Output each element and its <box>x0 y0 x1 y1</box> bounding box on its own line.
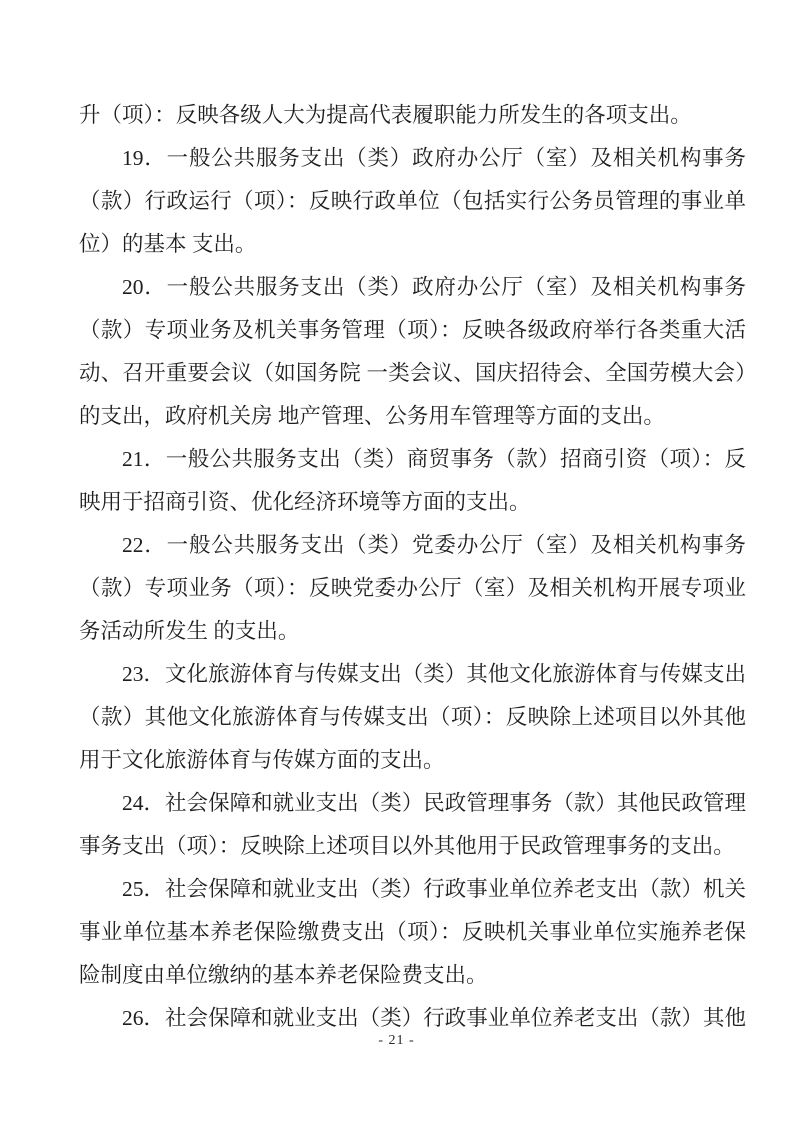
page-number: - 21 - <box>378 1033 415 1048</box>
paragraph-item-21: 21．一般公共服务支出（类）商贸事务（款）招商引资（项）：反映用于招商引资、优化经济环境等方面的支出。 <box>79 447 746 514</box>
paragraph-item-19: 19．一般公共服务支出（类）政府办公厅（室）及相关机构事务（款）行政运行（项）：反映行政单位（包括实行公务员管理的事业单位）的基本 支出。 <box>79 146 746 256</box>
paragraph-item-22: 22．一般公共服务支出（类）党委办公厅（室）及相关机构事务（款）专项业务（项）：反映党委办公厅（室）及相关机构开展专项业务活动所发生 的支出。 <box>79 533 746 643</box>
paragraph-item-24: 24．社会保障和就业支出（类）民政管理事务（款）其他民政管理事务支出（项）：反映除上述项目以外其他用于民政管理事务的支出。 <box>79 791 746 858</box>
paragraph-item-23: 23．文化旅游体育与传媒支出（类）其他文化旅游体育与传媒支出（款）其他文化旅游体育与传媒支出（项）：反映除上述项目以外其他用于文化旅游体育与传媒方面的支出。 <box>79 662 746 772</box>
paragraph-item-20: 20．一般公共服务支出（类）政府办公厅（室）及相关机构事务（款）专项业务及机关事务管理（项）：反映各级政府举行各类重大活动、召开重要会议（如国务院 一类会议、国庆招待会、全国劳模大会）的支出，政府机关房 地产管理、公务用车管理等方面的支出。 <box>79 275 746 428</box>
paragraph-item-26: 26．社会保障和就业支出（类）行政事业单位养老支出（款）其他 <box>122 1006 746 1030</box>
document-body <box>79 94 746 1040</box>
paragraph-continuation: 升（项）：反映各级人大为提高代表履职能力所发生的各项支出。 <box>79 103 692 127</box>
page-footer <box>0 1031 793 1051</box>
paragraph-item-25: 25．社会保障和就业支出（类）行政事业单位养老支出（款）机关事业单位基本养老保险缴费支出（项）：反映机关事业单位实施养老保险制度由单位缴纳的基本养老保险费支出。 <box>79 877 746 987</box>
